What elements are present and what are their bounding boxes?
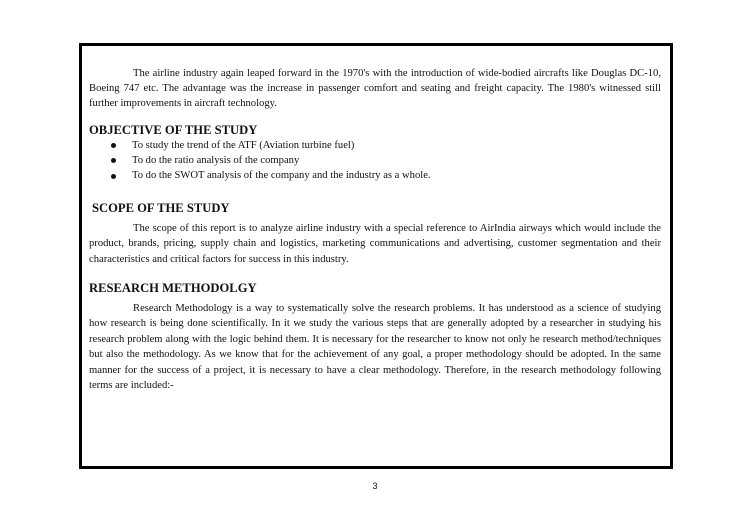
- objective-item: [89, 153, 661, 168]
- objective-item-text: To do the SWOT analysis of the company and the industry as a whole.: [132, 170, 431, 182]
- objective-item-text: To do the ratio analysis of the company: [132, 154, 300, 166]
- scope-paragraph: The scope of this report is to analyze airline industry with a special reference to AirIndia airways which would include the product, brands, pricing, supply chain and logistics, marketing communications and advertising, customer segmentation and their characteristics and critical factors for success in this industry.: [89, 223, 661, 265]
- objective-item: [89, 168, 661, 183]
- page-number: 3: [372, 481, 378, 491]
- objective-item-text: To study the trend of the ATF (Aviation turbine fuel): [132, 139, 355, 151]
- bullet-icon: [111, 143, 116, 148]
- objective-heading: OBJECTIVE OF THE STUDY: [89, 122, 258, 137]
- research-heading: RESEARCH METHODOLGY: [89, 280, 257, 295]
- objective-item: [89, 138, 661, 153]
- objective-list: [89, 138, 661, 184]
- scope-heading: SCOPE OF THE STUDY: [92, 201, 230, 216]
- bullet-icon: [111, 158, 116, 163]
- research-paragraph: Research Methodology is a way to systematically solve the research problems. It has understood as a science of studying how research is being done scientifically. In it we study the various steps that are generally adopted by a researcher in studying his research problem along with the logic behind them. It is necessary for the researcher to know not only he research method/techniques but also the methodology. As we know that for the achievement of any goal, a proper methodology should be adopted. In the same manner for the success of a project, it is necessary to have a clear methodology. Therefore, in the research methodology following terms are included:-: [89, 302, 661, 392]
- intro-paragraph: The airline industry again leaped forward in the 1970's with the introduction of wide-bodied aircrafts like Douglas DC-10, Boeing 747 etc. The advantage was the increase in passenger comfort and seating and freight capacity. The 1980's witnessed still further improvements in aircraft technology.: [89, 68, 661, 110]
- document-body: [89, 66, 661, 394]
- bullet-icon: [111, 174, 116, 179]
